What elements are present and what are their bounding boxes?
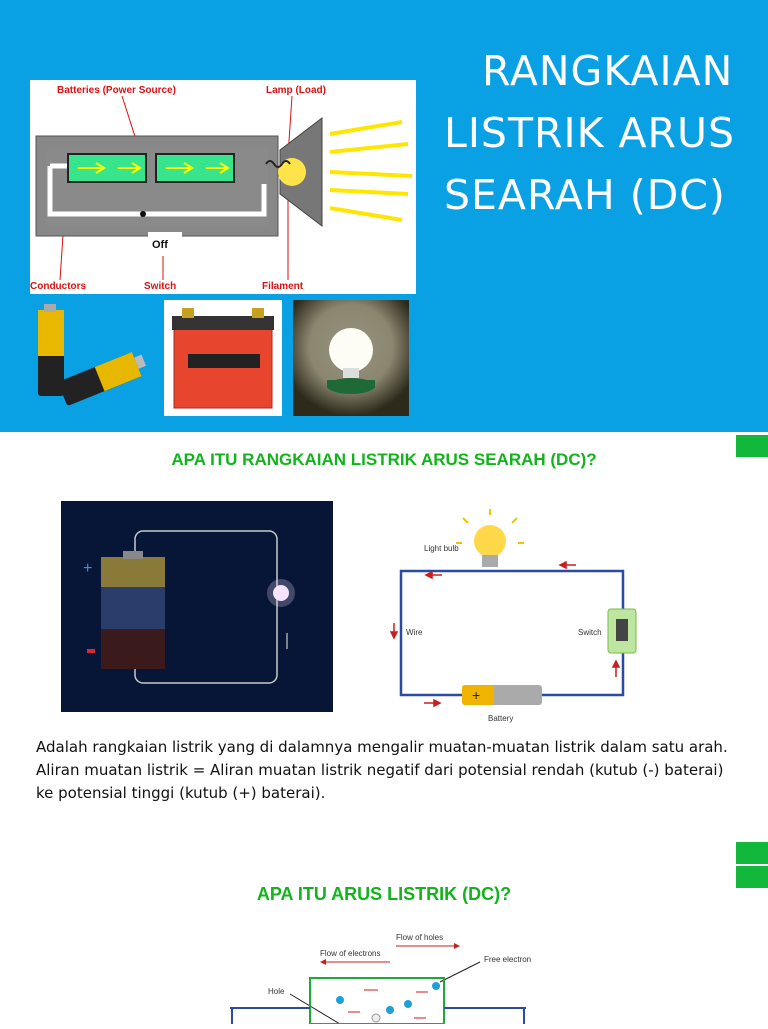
slide-marker-tab-2	[736, 842, 768, 864]
label-light-bulb: Light bulb	[424, 544, 459, 553]
motorcycle-battery-image	[164, 300, 282, 416]
label-flow-electrons: Flow of electrons	[320, 949, 381, 958]
circuit-diagram-svg	[30, 80, 416, 294]
svg-text:+: +	[472, 687, 481, 703]
simple-circuit-diagram	[390, 501, 650, 726]
title-line-3: SEARAH (DC)	[444, 171, 726, 219]
aa-batteries-image	[30, 300, 160, 416]
svg-text:+: +	[83, 560, 93, 577]
electron-hole-flow-diagram	[230, 928, 540, 1024]
paragraph-charge-flow: Aliran muatan listrik = Aliran muatan listrik negatif dari potensial rendah (kutub (-) baterai) ke potensial tinggi (kutub (+) baterai).	[36, 761, 724, 802]
section-heading-dc-current: APA ITU ARUS LISTRIK (DC)?	[256, 884, 512, 904]
title-line-1: RANGKAIAN	[482, 47, 734, 95]
slide-title	[444, 40, 768, 226]
label-hole: Hole	[268, 987, 285, 996]
label-battery: Battery	[488, 714, 514, 723]
light-bulb-image	[293, 300, 409, 416]
label-off: Off	[152, 239, 168, 251]
paragraph-definition: Adalah rangkaian listrik yang di dalamnya mengalir muatan-muatan listrik dalam satu arah.	[36, 738, 728, 756]
label-filament: Filament	[262, 281, 304, 292]
label-switch-2: Switch	[578, 628, 602, 637]
section-heading-dc-circuit: APA ITU RANGKAIAN LISTRIK ARUS SEARAH (DC)?	[171, 450, 597, 469]
circuit-diagram-image	[30, 80, 416, 294]
label-switch: Switch	[144, 281, 177, 292]
title-slide	[0, 0, 768, 432]
label-wire: Wire	[406, 628, 423, 637]
label-free-electron: Free electron	[484, 955, 532, 964]
definition-text	[36, 736, 736, 805]
electron-flow-image	[61, 501, 333, 712]
label-lamp: Lamp (Load)	[266, 85, 326, 96]
label-conductors: Conductors	[30, 281, 87, 292]
label-flow-holes: Flow of holes	[396, 933, 444, 942]
title-line-2: LISTRIK ARUS	[444, 109, 736, 157]
label-batteries: Batteries (Power Source)	[57, 85, 176, 96]
